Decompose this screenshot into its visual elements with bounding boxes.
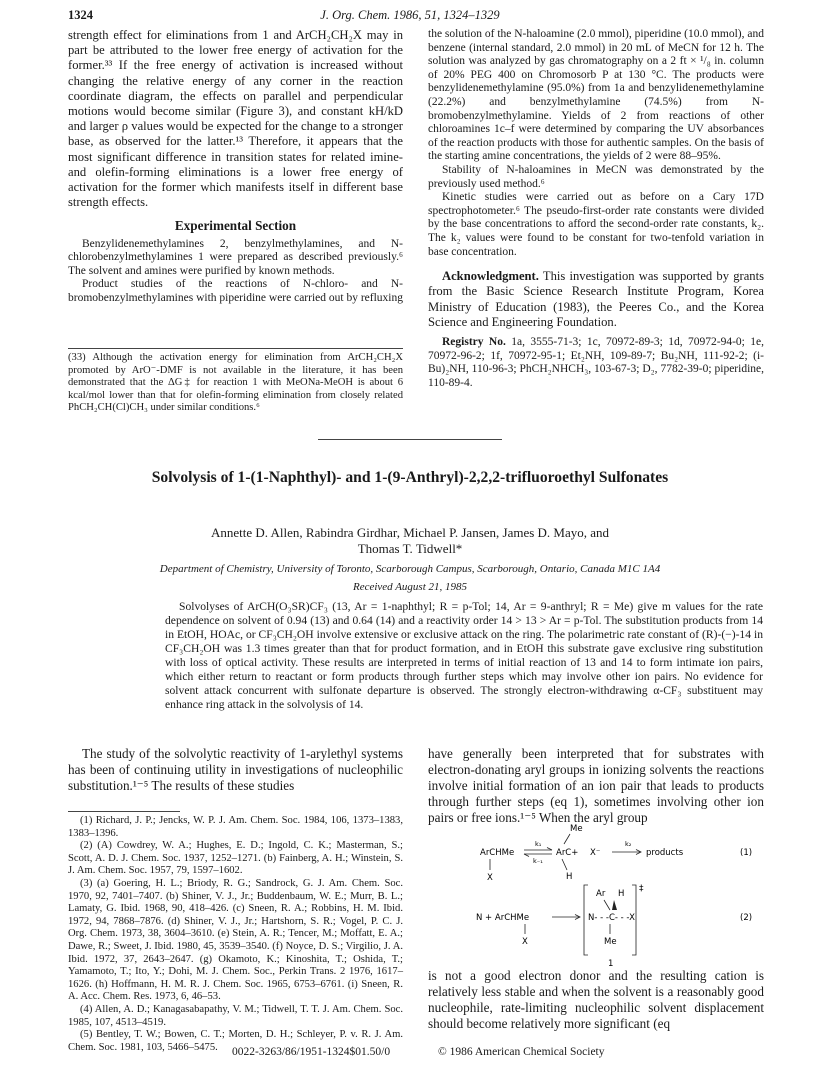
methyl-label: Me xyxy=(570,824,583,834)
footnote-rule xyxy=(68,348,403,349)
journal-citation: J. Org. Chem. 1986, 51, 1324–1329 xyxy=(320,8,500,22)
ack-text: This investigation was supported by grants from the Basic Science Research Institute Program, Korea Ministry of Education (1983), the Peeres Co., and the Korea Science and Engineering Foundation. xyxy=(428,269,764,329)
reference-item: (4) Allen, A. D.; Kanagasabapathy, V. M.; Tidwell, T. T. J. Am. Chem. Soc. 1985, 107, 4513–4519. xyxy=(68,1003,403,1028)
reference-item: (2) (A) Cowdrey, W. A.; Hughes, E. D.; Ingold, C. K.; Masterman, S.; Scott, A. D. J. Chem. Soc. 1937, 1252–1271. (b) Fainberg, A. H.; Winstein, S. J. Am. Chem. Soc. 1957, 79, 1597–1602. xyxy=(68,840,403,877)
hydrogen-label: H xyxy=(566,872,573,882)
ts-hydrogen-label: H xyxy=(618,889,625,899)
ts-dagger: ‡ xyxy=(639,884,644,894)
page-number: 1324 xyxy=(68,8,93,22)
references-rule xyxy=(68,811,180,812)
body-left-paragraph xyxy=(68,746,403,794)
experimental-paragraph-1: Benzylidenemethylamines 2, benzylmethylamines, and N-chlorobenzylmethylamines 1 were prepared as described previously.⁶ The solvent and amines were purified by known methods. xyxy=(68,237,403,277)
received-date: Received August 21, 1985 xyxy=(352,581,468,593)
nucleophile-paragraph: is not a good electron donor and the resulting cation is relatively less stable and when the solvent is a reasonably good nucleophile, rate-limiting nucleophilic solvent displacement should become relatively more significant (eq xyxy=(428,968,764,1031)
authors-line-1: Annette D. Allen, Rabindra Girdhar, Michael P. Jansen, James D. Mayo, and xyxy=(210,525,610,540)
abstract: Solvolyses of ArCH(O₃SR)CF₃ (13, Ar = 1-naphthyl; R = p-Tol; 14, Ar = 9-anthryl; R = Me) give m values for the rate dependence on solvent of 0.94 (13) and 0.64 (14) and a reactivity order 14 > 13 > Ar = p-Tol. The substitution products from 14 in EtOH, HOAc, or CF₃CH₂OH involve extensive or exclusive attack on the ring. The polarimetric rate constant of (R)-(−)-14 in CF₃CH₂OH was 1.3 times greater than that for product formation, and in EtOH this substrate gave exclusive ring substitution with loss of optical activity. These results are interpreted in terms of initial reaction of 13 and 14 to form intimate ion pairs, which either return to reactant or form products through further steps which may involve other ion pairs. No evidence for solvent attack concurrent with sulfonate departure is observed. The strongly electron-withdrawing α-CF₃ substituent may enhance ring attack in the solvolysis of 14. xyxy=(165,600,763,711)
ts-methyl-label: Me xyxy=(604,937,617,947)
mechanism-paragraph: have generally been interpreted that for substrates with electron-donating aryl groups in ionizing solvents the reactions involve initial formation of an ion pair that leads to products through further steps (eq 1), sometimes involving other ion pairs or free ions.¹⁻⁵ When the aryl group xyxy=(428,746,764,825)
registry-numbers xyxy=(428,336,764,390)
reference-item: (5) Bentley, T. W.; Bowen, C. T.; Morten, D. H.; Schleyer, P. v. R. J. Am. Chem. Soc. 1981, 103, 5466–5475. xyxy=(68,1029,403,1053)
discussion-paragraph: strength effect for eliminations from 1 and ArCH₂CH₂X may in part be attributed to the lower free energy of activation for the former.³³ If the free energy of activation is increased without changing the relative energy of any corner in the reaction coordinate diagram, the effects on parallel and perpendicular motions would become similar (Figure 3), and constant kH/kD and larger ρ values would be expected for the change to a stronger base, as observed for the latter.¹³ Therefore, it appears that the most significant difference in transition states for related imine- and olefin-forming eliminations is a lower free energy of activation for the former which manifests itself in different base strength effects. xyxy=(68,28,403,210)
article-separator xyxy=(318,439,502,440)
eq2-leaving-group: X xyxy=(522,937,528,947)
experimental-paragraph-2: Product studies of the reactions of N-chloro- and N-bromobenzylmethylamines with piperidine were carried out by refluxing xyxy=(68,278,403,305)
kinetics-paragraph: Kinetic studies were carried out as before on a Cary 17D spectrophotometer.⁶ The pseudo-first-order rate constants were divided by the base concentrations to afford the second-order rate constants, k₂. The k₂ values were found to be constant for two-tenfold variation in base concentration. xyxy=(428,191,764,258)
upper-right-column xyxy=(428,28,764,390)
references-list xyxy=(68,815,403,1054)
reference-item: (3) (a) Goering, H. L.; Briody, R. G.; Sandrock, G. J. Am. Chem. Soc. 1970, 92, 7401–7407. (b) Shiner, V. J., Jr.; Buddenbaum, W. E.; Murr, B. L.; Lamaty, G. Ibid. 1968, 90, 418–426. (c) Sneen, R. A.; Robbins, H. M. Ibid. 1972, 94, 7868–7876. (d) Shiner, V. J., Jr.; Hartshorn, S. R.; Vogel, P. C. J. Org. Chem. 1973, 38, 3604–3610. (e) Stein, A. R.; Tencer, M.; Moffatt, E. A.; Dawe, R.; Sweet, J. Ibid. 1980, 45, 3539–3540. (f) Noyce, D. S.; Virgilio, J. A. Ibid. 1972, 37, 2643–2647. (g) Okamoto, K.; Kinoshita, T.; Oshida, T.; Yamamoto, T.; Ito, Y.; Dohi, M. J. Chem. Soc., Perkin Trans. 2 1976, 1617–1626. (h) Hoffmann, H. M. R. J. Chem. Soc. 1965, 6753–6761. (i) Sneen, R. A. Acc. Chem. Res. 1973, 6, 46–53. xyxy=(68,877,403,1003)
footnote-33: (33) Although the activation energy for elimination from ArCH₂CH₂X promoted by ArO⁻-DMF is not available in the literature, it has been demonstrated that the ΔG‡ for reaction 1 with MeONa-MeOH is about 6 kcal/mol lower than that for olefin-forming elimination from closely related PhCH₂CH(Cl)CH₃ under similar conditions.⁶ xyxy=(68,352,403,414)
body-right-paragraph-1 xyxy=(428,746,764,826)
authors-line-2: Thomas T. Tidwell* xyxy=(357,541,463,556)
experimental-heading: Experimental Section xyxy=(174,218,297,234)
article-title: Solvolysis of 1-(1-Naphthyl)- and 1-(9-Anthryl)-2,2,2-trifluoroethyl Sulfonates xyxy=(151,469,669,486)
products-label: products xyxy=(646,848,684,858)
k2-label: k₂ xyxy=(625,840,632,848)
cation-label: ArC+ xyxy=(556,848,579,858)
upper-left-column xyxy=(68,28,403,306)
ack-label: Acknowledgment. xyxy=(442,269,539,284)
registry-label: Registry No. xyxy=(442,335,506,348)
ts-aryl-label: Ar xyxy=(596,889,606,899)
equation-1-number: (1) xyxy=(740,848,753,858)
copyright: © 1986 American Chemical Society xyxy=(438,1046,605,1058)
acknowledgment xyxy=(428,269,764,330)
reaction-scheme xyxy=(428,822,764,968)
article-code: 0022-3263/86/1951-1324$01.50/0 xyxy=(232,1046,391,1058)
k-minus1-label: k₋₁ xyxy=(533,857,543,865)
procedure-paragraph: the solution of the N-haloamine (2.0 mmol), piperidine (10.0 mmol), and benzene (internal standard, 2.0 mmol) in 20 mL of MeCN for 12 h. The solution was analyzed by gas chromatography on a 2 ft × ¹/₈ in. column of 20% PEG 400 on Chromosorb P at 130 °C. The products were benzylidenemethylamine (95.0%) from 1a and benzylidenemethylamine (22.2%) and benzylmethylamine (74.5%) from N-bromobenzylmethylamine. Yields of 2 from reactions of other chloroamines 1c–f were determined by comparing the UV absorbances of the reaction products with those for authentic samples. On the basis of the starting amine concentrations, the yields of 2 were 88–95%. xyxy=(428,28,764,163)
registry-text: 1a, 3555-71-3; 1c, 70972-89-3; 1d, 70972-94-0; 1e, 70972-96-2; 1f, 70972-95-1; Et₂NH, 109-89-7; Bu₂NH, 111-92-2; (i-Bu)₂NH, 110-96-3; PhCH₂NHCH₃, 103-67-3; D₂, 7782-39-0; piperidine, 110-89-4. xyxy=(428,335,764,389)
leaving-group-label: X xyxy=(487,873,493,883)
body-right-paragraph-2 xyxy=(428,968,764,1032)
stability-paragraph: Stability of N-haloamines in MeCN was demonstrated by the previously used method.⁶ xyxy=(428,163,764,190)
k1-label: k₁ xyxy=(535,840,542,848)
nucleophile-substrate-label: N + ArCHMe xyxy=(476,913,530,923)
archme-label: ArCHMe xyxy=(480,848,515,858)
reference-item: (1) Richard, J. P.; Jencks, W. P. J. Am. Chem. Soc. 1984, 106, 1373–1383, 1383–1396. xyxy=(68,815,403,839)
equation-2-number: (2) xyxy=(740,913,753,923)
affiliation: Department of Chemistry, University of Toronto, Scarborough Campus, Scarborough, Ontario, Canada M1C 1A4 xyxy=(159,563,661,575)
anion-label: X⁻ xyxy=(590,848,601,858)
intro-paragraph: The study of the solvolytic reactivity of 1-arylethyl systems has been of continuing utility in investigations of nucleophilic substitution.¹⁻⁵ The results of these studies xyxy=(68,746,403,793)
transition-state-label: N- - -C- - -X xyxy=(588,913,635,923)
compound-number: 1 xyxy=(608,959,614,968)
